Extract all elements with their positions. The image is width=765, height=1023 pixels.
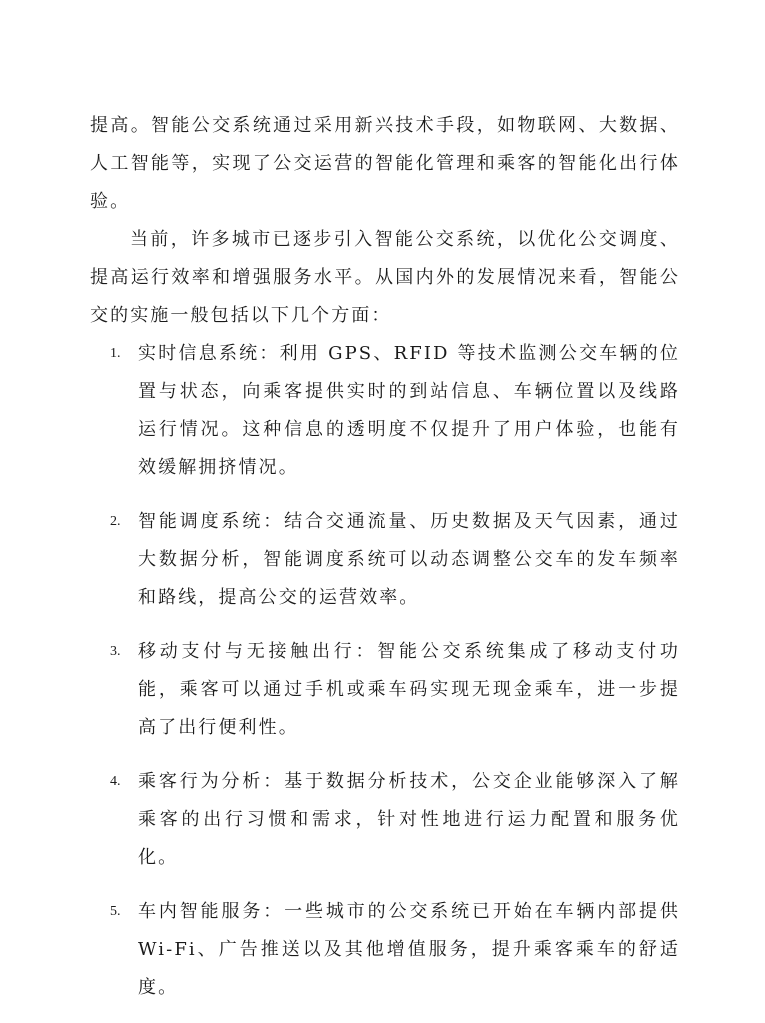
paragraph-intro: 提高。智能公交系统通过采用新兴技术手段，如物联网、大数据、人工智能等，实现了公交运营的智能化管理和乘客的智能化出行体验。 xyxy=(90,115,680,212)
list-item xyxy=(90,763,680,877)
list-item xyxy=(90,335,680,487)
list-item-text: 乘客行为分析：基于数据分析技术，公交企业能够深入了解乘客的出行习惯和需求，针对性地进行运力配置和服务优化。 xyxy=(138,771,680,868)
list-item-text: 智能调度系统：结合交通流量、历史数据及天气因素，通过大数据分析，智能调度系统可以动态调整公交车的发车频率和路线，提高公交的运营效率。 xyxy=(138,511,680,608)
aspects-list xyxy=(90,335,680,1007)
list-item xyxy=(90,633,680,747)
list-item-number: 4. xyxy=(110,774,121,789)
list-item-number: 2. xyxy=(110,514,121,529)
list-item-text: 车内智能服务：一些城市的公交系统已开始在车辆内部提供Wi-Fi、广告推送以及其他增值服务，提升乘客乘车的舒适度。 xyxy=(138,901,680,998)
list-item xyxy=(90,503,680,617)
list-item-number: 3. xyxy=(110,644,121,659)
paragraph-current-status: 当前，许多城市已逐步引入智能公交系统，以优化公交调度、提高运行效率和增强服务水平。从国内外的发展情况来看，智能公交的实施一般包括以下几个方面： xyxy=(90,229,680,326)
list-item-number: 1. xyxy=(110,346,121,361)
document-body xyxy=(90,107,680,1023)
list-item-text: 移动支付与无接触出行：智能公交系统集成了移动支付功能，乘客可以通过手机或乘车码实现无现金乘车，进一步提高了出行便利性。 xyxy=(138,641,680,738)
list-item-number: 5. xyxy=(110,904,121,919)
list-item-text: 实时信息系统：利用 GPS、RFID 等技术监测公交车辆的位置与状态，向乘客提供实时的到站信息、车辆位置以及线路运行情况。这种信息的透明度不仅提升了用户体验，也能有效缓解拥挤情况。 xyxy=(138,343,680,478)
